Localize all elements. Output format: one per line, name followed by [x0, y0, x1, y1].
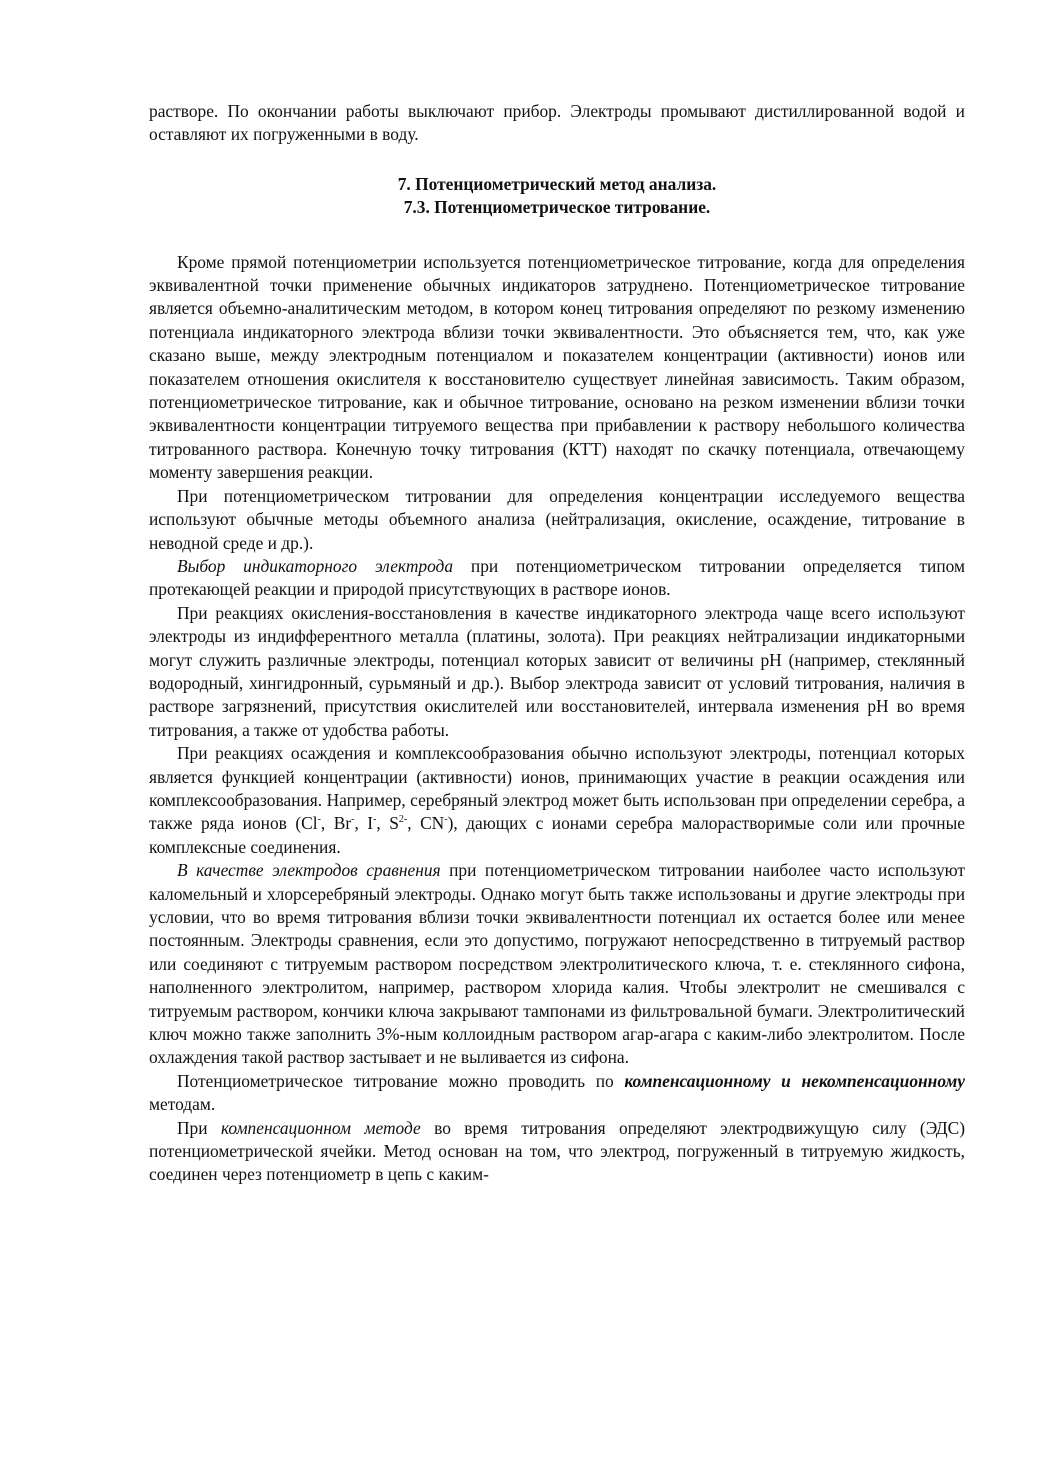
intro-paragraph: растворе. По окончании работы выключают прибор. Электроды промывают дистиллированной водой и оставляют их погруженными в воду.: [149, 101, 965, 145]
section-headings: [149, 173, 965, 220]
ion-separator-4: ,: [407, 813, 421, 834]
paragraph-6-text: при потенциометрическом титровании наиболее часто используют каломельный и хлорсеребряный электроды. Однако могут быть также использованы и другие электроды при условии, что во время титрования вблизи точки эквивалентности потенциал их остается более или менее постоянным. Электроды сравнения, если это допустимо, погружают непосредственно в титруемый раствор или соединяют с титруемым раствором посредством электролитического ключа, т. е. стеклянного сифона, наполненного электролитом, например, раствором хлорида калия. Чтобы электролит не смешивался с титруемым раствором, кончики ключа закрывают тампонами из фильтровальной бумаги. Электролитический ключ можно также заполнить 3%-ным коллоидным раствором агар-агара с каким-либо электролитом. После охлаждения такой раствор застывает и не выливается из сифона.: [149, 860, 965, 1068]
ion-cl: Cl: [301, 813, 318, 834]
ion-separator-1: ,: [320, 813, 334, 834]
paragraph-8-italic-term: компенсационном методе: [220, 1117, 421, 1138]
ion-cn-charge: -: [444, 814, 448, 826]
ion-separator-3: ,: [376, 813, 390, 834]
paragraph-6-italic-term: В качестве электродов сравнения: [177, 860, 441, 881]
paragraph-6: [149, 859, 965, 1070]
paragraph-7-text-start: Потенциометрическое титрование можно проводить по: [177, 1070, 625, 1091]
section-heading: 7.3. Потенциометрическое титрование.: [403, 197, 711, 218]
ion-cl-charge: -: [317, 814, 321, 826]
paragraph-3-text: при потенциометрическом титровании определяется типом протекающей реакции и природой присутствующих в растворе ионов.: [149, 555, 965, 600]
paragraph-8-text-start: При: [177, 1117, 221, 1138]
paragraph-2: При потенциометрическом титровании для определения концентрации исследуемого вещества используют обычные методы объемного анализа (нейтрализация, окисление, осаждение, титрование в неводной среде и др.).: [149, 485, 965, 553]
chapter-heading: 7. Потенциометрический метод анализа.: [397, 173, 717, 194]
ion-cn: CN: [420, 813, 445, 834]
paragraph-1: Кроме прямой потенциометрии используется потенциометрическое титрование, когда для определения эквивалентной точки применение обычных индикаторов затруднено. Потенциометрическое титрование является объемно-аналитическим методом, в котором конец титрования определяют по резкому изменению потенциала индикаторного электрода вблизи точки эквивалентности. Это объясняется тем, что, как уже сказано выше, между электродным потенциалом и показателем концентрации (активности) ионов или показателем отношения окислителя к восстановителю существует линейная зависимость. Таким образом, потенциометрическое титрование, как и обычное титрование, основано на резком изменении вблизи точки эквивалентности концентрации титруемого вещества при прибавлении к раствору небольшого количества титрованного раствора. Конечную точку титрования (КТТ) находят по скачку потенциала, отвечающему моменту завершения реакции.: [149, 251, 965, 483]
paragraph-5-text-start: При реакциях осаждения и комплексообразования обычно используют электроды, потенциал которых является функцией концентрации (активности) ионов, принимающих участие в реакции осаждения или комплексообразования. Например, серебряный электрод может быть использован при определении серебра, а также ряда ионов (: [149, 743, 965, 834]
ion-br-charge: -: [351, 814, 355, 826]
ion-br: Br: [333, 813, 352, 834]
ion-i: I: [367, 813, 374, 834]
paragraph-7-bold-italic-term: компенсационному и некомпенсационному: [624, 1070, 966, 1091]
paragraph-4: При реакциях окисления-восстановления в качестве индикаторного электрода чаще всего используют электроды из индифферентного металла (платины, золота). При реакциях нейтрализации индикаторными могут служить различные электроды, потенциал которых зависит от величины pH (например, стеклянный водородный, хингидронный, сурьмяный и др.). Выбор электрода зависит от условий титрования, наличия в растворе загрязнений, присутствия окислителей или восстановителей, интервала изменения pH во время титрования, а также от удобства работы.: [149, 602, 965, 740]
ion-s-charge: 2-: [398, 814, 408, 826]
paragraph-8-text: во время титрования определяют электродвижущую силу (ЭДС) потенциометрической ячейки. Метод основан на том, что электрод, погруженный в титруемую жидкость, соединен через потенциометр в цепь с каким-: [149, 1117, 965, 1185]
paragraph-5: [149, 742, 965, 859]
paragraph-5-text-end: ), дающих с ионами серебра малорастворимые соли или прочные комплексные соединения.: [149, 813, 965, 857]
paragraph-3: [149, 555, 965, 602]
ion-separator-2: ,: [354, 813, 368, 834]
ion-s: S: [389, 813, 399, 834]
paragraph-8: [149, 1117, 965, 1187]
paragraph-3-italic-term: Выбор индикаторного электрода: [177, 555, 454, 576]
document-page: [149, 100, 965, 1187]
paragraph-7-text-end: методам.: [149, 1094, 216, 1115]
paragraph-7: [149, 1070, 965, 1117]
ion-i-charge: -: [373, 814, 377, 826]
